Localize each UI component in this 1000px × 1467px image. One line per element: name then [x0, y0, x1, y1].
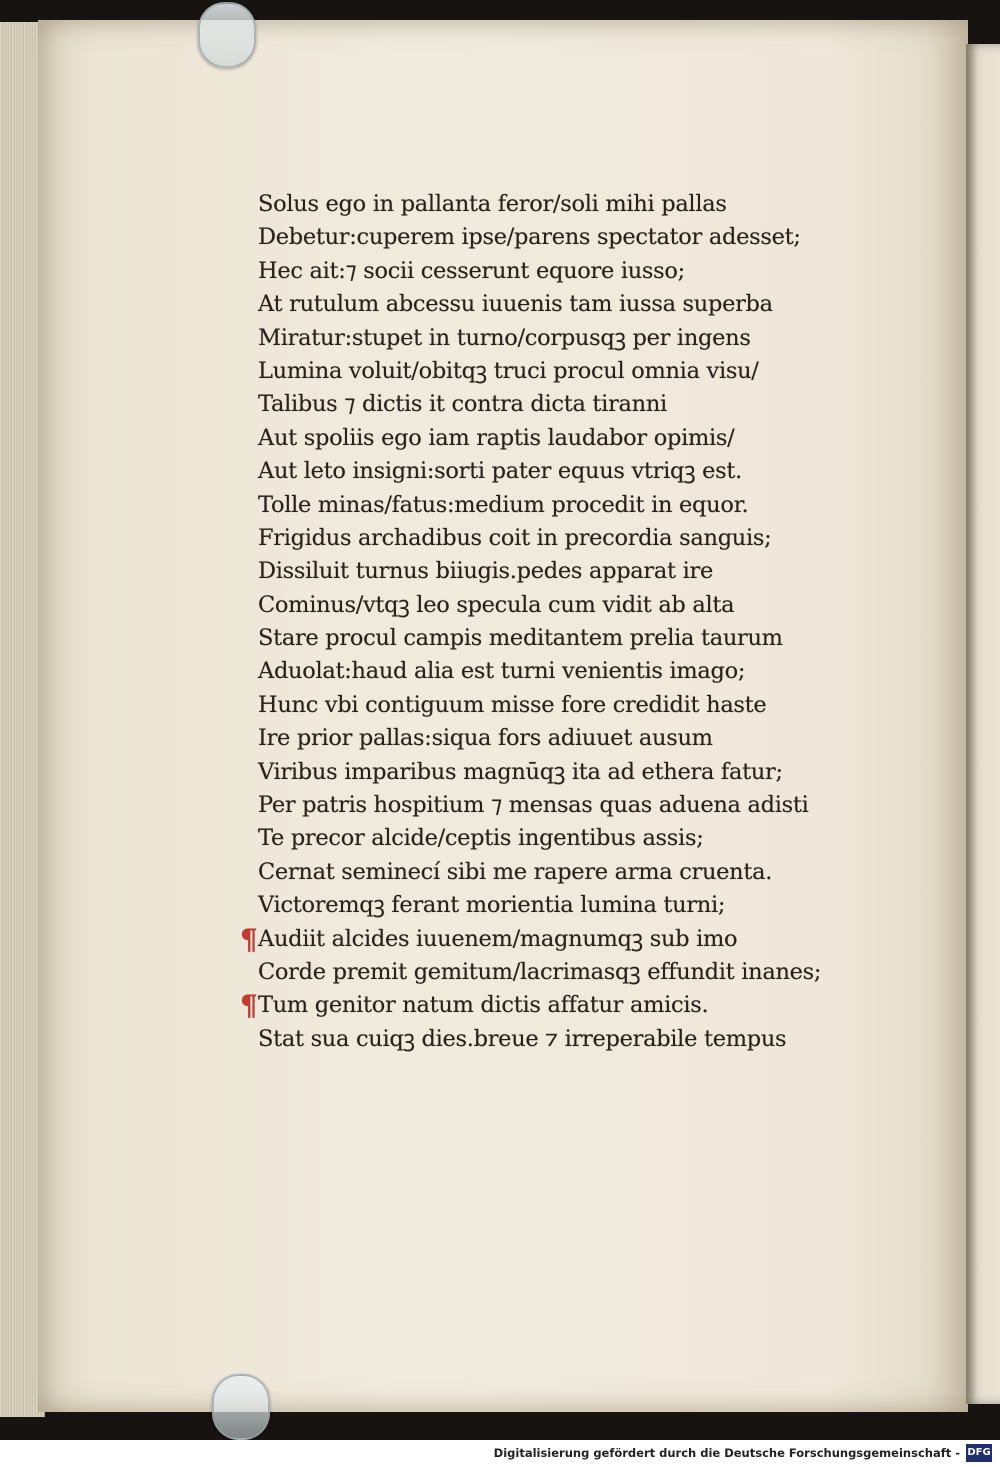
- verse-line: [258, 388, 838, 421]
- verse-line: [258, 288, 838, 321]
- top-page-clip: [198, 2, 256, 68]
- verse-line: [258, 956, 838, 989]
- verse-line-text: Stare procul campis meditantem prelia taurum: [258, 625, 783, 652]
- verse-line: [258, 655, 838, 688]
- verse-line: [258, 756, 838, 789]
- verse-line-text: Te precor alcide/ceptis ingentibus assis;: [258, 825, 704, 852]
- verse-line: [258, 322, 838, 355]
- verse-line-text: At rutulum abcessu iuuenis tam iussa superba: [258, 291, 773, 318]
- footer-bar: [0, 1440, 1000, 1467]
- verse-text-block: [240, 188, 838, 1056]
- verse-line: [258, 422, 838, 455]
- verse-line-text: Solus ego in pallanta feror/soli mihi pallas: [258, 191, 727, 217]
- bottom-page-clip: [212, 1374, 270, 1440]
- verse-line: [258, 822, 838, 855]
- verse-line: [240, 922, 838, 956]
- verse-line: [258, 722, 838, 755]
- verse-line-text: Aut leto insigni:sorti pater equus vtriqꝫ est.: [258, 458, 743, 485]
- verse-line: [258, 355, 838, 388]
- digitization-credit: Digitalisierung gefördert durch die Deutsche Forschungsgemeinschaft -: [493, 1446, 960, 1460]
- verse-line: [240, 989, 838, 1023]
- verse-line: [258, 489, 838, 522]
- verse-line-text: Corde premit gemitum/lacrimasqꝫ effundit inanes;: [258, 958, 822, 985]
- verse-line: [258, 689, 838, 722]
- verse-line: [258, 589, 838, 622]
- verse-line-text: Per patris hospitium ⁊ mensas quas aduena adisti: [258, 792, 809, 819]
- verse-line-text: Debetur:cuperem ipse/parens spectator adesset;: [258, 224, 801, 251]
- verse-line-text: Victoremqꝫ ferant morientia lumina turni;: [258, 892, 726, 919]
- verse-line-text: Frigidus archadibus coit in precordia sanguis;: [258, 524, 772, 551]
- verse-line-text: Tum genitor natum dictis affatur amicis.: [258, 992, 709, 1019]
- dfg-logo: DFG: [966, 1444, 992, 1462]
- verse-line: [258, 221, 838, 254]
- verse-line-text: Aut spoliis ego iam raptis laudabor opimis/: [258, 424, 735, 451]
- rubric-pilcrow-icon: ¶: [240, 922, 258, 956]
- verse-line: [258, 455, 838, 488]
- verse-line-text: Dissiluit turnus biiugis.pedes apparat ire: [258, 558, 713, 585]
- verse-line: [258, 1023, 838, 1056]
- verse-line-text: Tolle minas/fatus:medium procedit in equor.: [258, 491, 749, 518]
- verse-line-text: Audiit alcides iuuenem/magnumqꝫ sub imo: [258, 925, 738, 952]
- verse-line: [258, 622, 838, 655]
- rubric-pilcrow-icon: ¶: [240, 989, 258, 1023]
- verse-line-text: Cominus/vtqꝫ leo specula cum vidit ab alta: [258, 591, 735, 618]
- verse-line: [258, 555, 838, 588]
- verse-line-text: Stat sua cuiqꝫ dies.breue ⁊ irreperabile tempus: [258, 1025, 787, 1052]
- verse-line-text: Talibus ⁊ dictis it contra dicta tiranni: [258, 391, 667, 418]
- verse-line-text: Ire prior pallas:siqua fors adiuuet ausum: [258, 725, 713, 752]
- verse-line: [258, 856, 838, 889]
- verse-line: [258, 889, 838, 922]
- verse-line: [258, 522, 838, 555]
- verse-line-text: Viribus imparibus magnūqꝫ ita ad ethera fatur;: [258, 758, 783, 785]
- verse-line-text: Hunc vbi contiguum misse fore credidit haste: [258, 691, 767, 718]
- verse-line-text: Lumina voluit/obitqꝫ truci procul omnia visu/: [258, 357, 759, 384]
- verse-line: [258, 188, 838, 221]
- verse-line-text: Cernat seminecí sibi me rapere arma cruenta.: [258, 858, 773, 885]
- verse-line: [258, 789, 838, 822]
- verse-line: [258, 255, 838, 288]
- verse-line-text: Aduolat:haud alia est turni venientis imago;: [258, 658, 746, 685]
- verse-line-text: Hec ait:⁊ socii cesserunt equore iusso;: [258, 257, 685, 284]
- verse-line-text: Miratur:stupet in turno/corpusqꝫ per ingens: [258, 324, 751, 351]
- facing-page-edge: [966, 44, 1000, 1404]
